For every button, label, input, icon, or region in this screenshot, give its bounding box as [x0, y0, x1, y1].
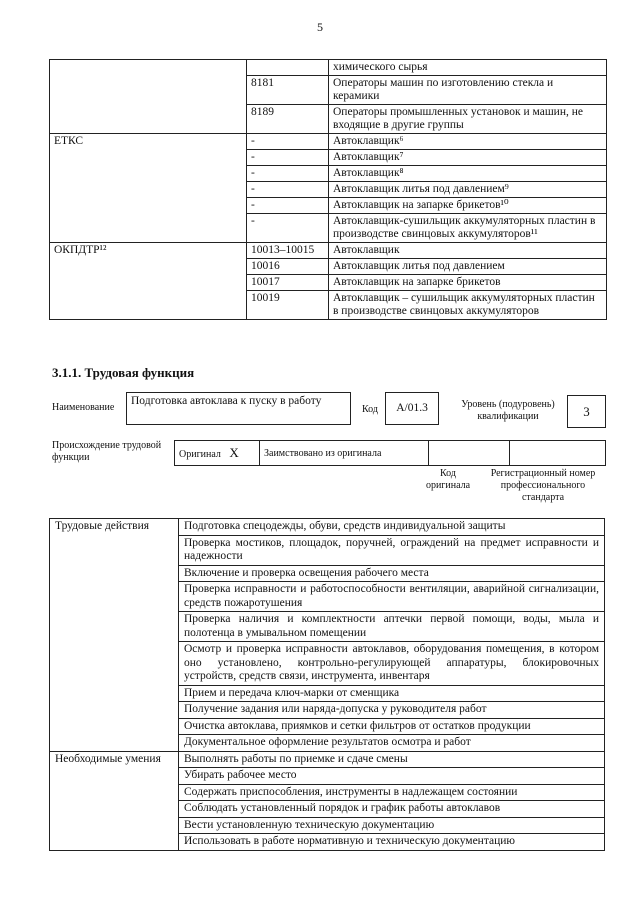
source-cell: ОКПДТР¹²: [50, 243, 247, 320]
labor_actions-item: Очистка автоклава, приямков и сетки фильтров от остатков продукции: [179, 718, 605, 735]
name-cell: Автоклавщик⁶: [329, 134, 607, 150]
origin-table: [174, 440, 606, 466]
borrowed-cell: [260, 441, 429, 466]
code-cell: 10019: [247, 291, 329, 320]
name-cell: химического сырья: [329, 60, 607, 76]
origin-code-label: Код оригинала: [425, 468, 471, 491]
origin-code-cell: [429, 441, 510, 466]
borrowed-label: Заимствовано из оригинала: [264, 447, 382, 459]
code-cell: 10017: [247, 275, 329, 291]
name-cell: Автоклавщик на запарке брикетов¹⁰: [329, 198, 607, 214]
function-name-box: [126, 392, 351, 425]
name-cell: Автоклавщик литья под давлением: [329, 259, 607, 275]
code-cell: -: [247, 166, 329, 182]
original-cell: [175, 441, 260, 466]
code-cell: -: [247, 182, 329, 198]
code-cell: [247, 60, 329, 76]
reg-number-label: Регистрационный номер профессионального стандарта: [490, 468, 596, 503]
original-mark: X: [229, 445, 239, 460]
reg-number-cell: [510, 441, 606, 466]
skills-row: [50, 751, 605, 768]
labor_actions-item: Подготовка спецодежды, обуви, средств индивидуальной защиты: [179, 519, 605, 536]
labor_actions-item: Проверка наличия и комплектности аптечки первой помощи, воды, мыла и полотенца в умывальном помещении: [179, 612, 605, 642]
classification-row: [50, 243, 607, 259]
labor_actions-item: Документальное оформление результатов осмотра и работ: [179, 735, 605, 752]
classification-row: [50, 60, 607, 76]
name-cell: Автоклавщик на запарке брикетов: [329, 275, 607, 291]
origin-label: Происхождение трудовой функции: [52, 440, 162, 463]
skills-item: Убирать рабочее место: [179, 768, 605, 785]
skills-item: Вести установленную техническую документацию: [179, 817, 605, 834]
section-title: 3.1.1. Трудовая функция: [52, 365, 195, 380]
labor_actions-item: Получение задания или наряда-допуска у руководителя работ: [179, 702, 605, 719]
source-cell: ЕТКС: [50, 134, 247, 243]
code-cell: 8189: [247, 105, 329, 134]
name-cell: Автоклавщик литья под давлением⁹: [329, 182, 607, 198]
code-box: [385, 392, 439, 425]
classification-table: [49, 59, 607, 320]
name-cell: Автоклавщик⁷: [329, 150, 607, 166]
name-cell: Автоклавщик⁸: [329, 166, 607, 182]
labor_actions-item: Проверка мостиков, площадок, поручней, ограждений на предмет исправности и надежности: [179, 535, 605, 565]
source-cell: [50, 60, 247, 134]
labor_actions-item: Осмотр и проверка исправности автоклавов, оборудования помещения, в котором оно установлено, контрольно-регулирующей аппаратуры, блокировочных устройств, средств связи, инструмента, инвентаря: [179, 642, 605, 686]
code-cell: 10013–10015: [247, 243, 329, 259]
name-cell: Автоклавщик: [329, 243, 607, 259]
code-label: Код: [362, 404, 378, 415]
code-cell: -: [247, 198, 329, 214]
name-cell: Автоклавщик-сушильщик аккумуляторных пластин в производстве свинцовых аккумуляторов¹¹: [329, 214, 607, 243]
name-label: Наименование: [52, 402, 115, 413]
code-cell: -: [247, 150, 329, 166]
name-cell: Автоклавщик – сушильщик аккумуляторных пластин в производстве свинцовых аккумуляторов: [329, 291, 607, 320]
level-box: [567, 395, 606, 428]
skills-label: Необходимые умения: [50, 751, 179, 850]
code-cell: -: [247, 134, 329, 150]
skills-item: Соблюдать установленный порядок и график работы автоклавов: [179, 801, 605, 818]
level-value: 3: [583, 404, 590, 419]
functions-table: [49, 518, 605, 851]
skills-item: Использовать в работе нормативную и техническую документацию: [179, 834, 605, 851]
labor_actions-label: Трудовые действия: [50, 519, 179, 752]
code-value: А/01.3: [396, 402, 428, 414]
classification-row: [50, 134, 607, 150]
labor_actions-row: [50, 519, 605, 536]
code-cell: 10016: [247, 259, 329, 275]
name-cell: Операторы машин по изготовлению стекла и керамики: [329, 76, 607, 105]
labor_actions-item: Прием и передача ключ-марки от сменщика: [179, 685, 605, 702]
labor_actions-item: Включение и проверка освещения рабочего места: [179, 565, 605, 582]
code-cell: 8181: [247, 76, 329, 105]
original-label: Оригинал: [179, 449, 221, 460]
skills-item: Выполнять работы по приемке и сдаче смены: [179, 751, 605, 768]
code-cell: -: [247, 214, 329, 243]
page-number: 5: [317, 20, 323, 34]
name-cell: Операторы промышленных установок и машин, не входящие в другие группы: [329, 105, 607, 134]
skills-item: Содержать приспособления, инструменты в надлежащем состоянии: [179, 784, 605, 801]
level-label: Уровень (подуровень) квалификации: [461, 399, 555, 422]
function-name-value: Подготовка автоклава к пуску в работу: [131, 395, 322, 407]
labor_actions-item: Проверка исправности и работоспособности вентиляции, аварийной сигнализации, средств пожаротушения: [179, 582, 605, 612]
